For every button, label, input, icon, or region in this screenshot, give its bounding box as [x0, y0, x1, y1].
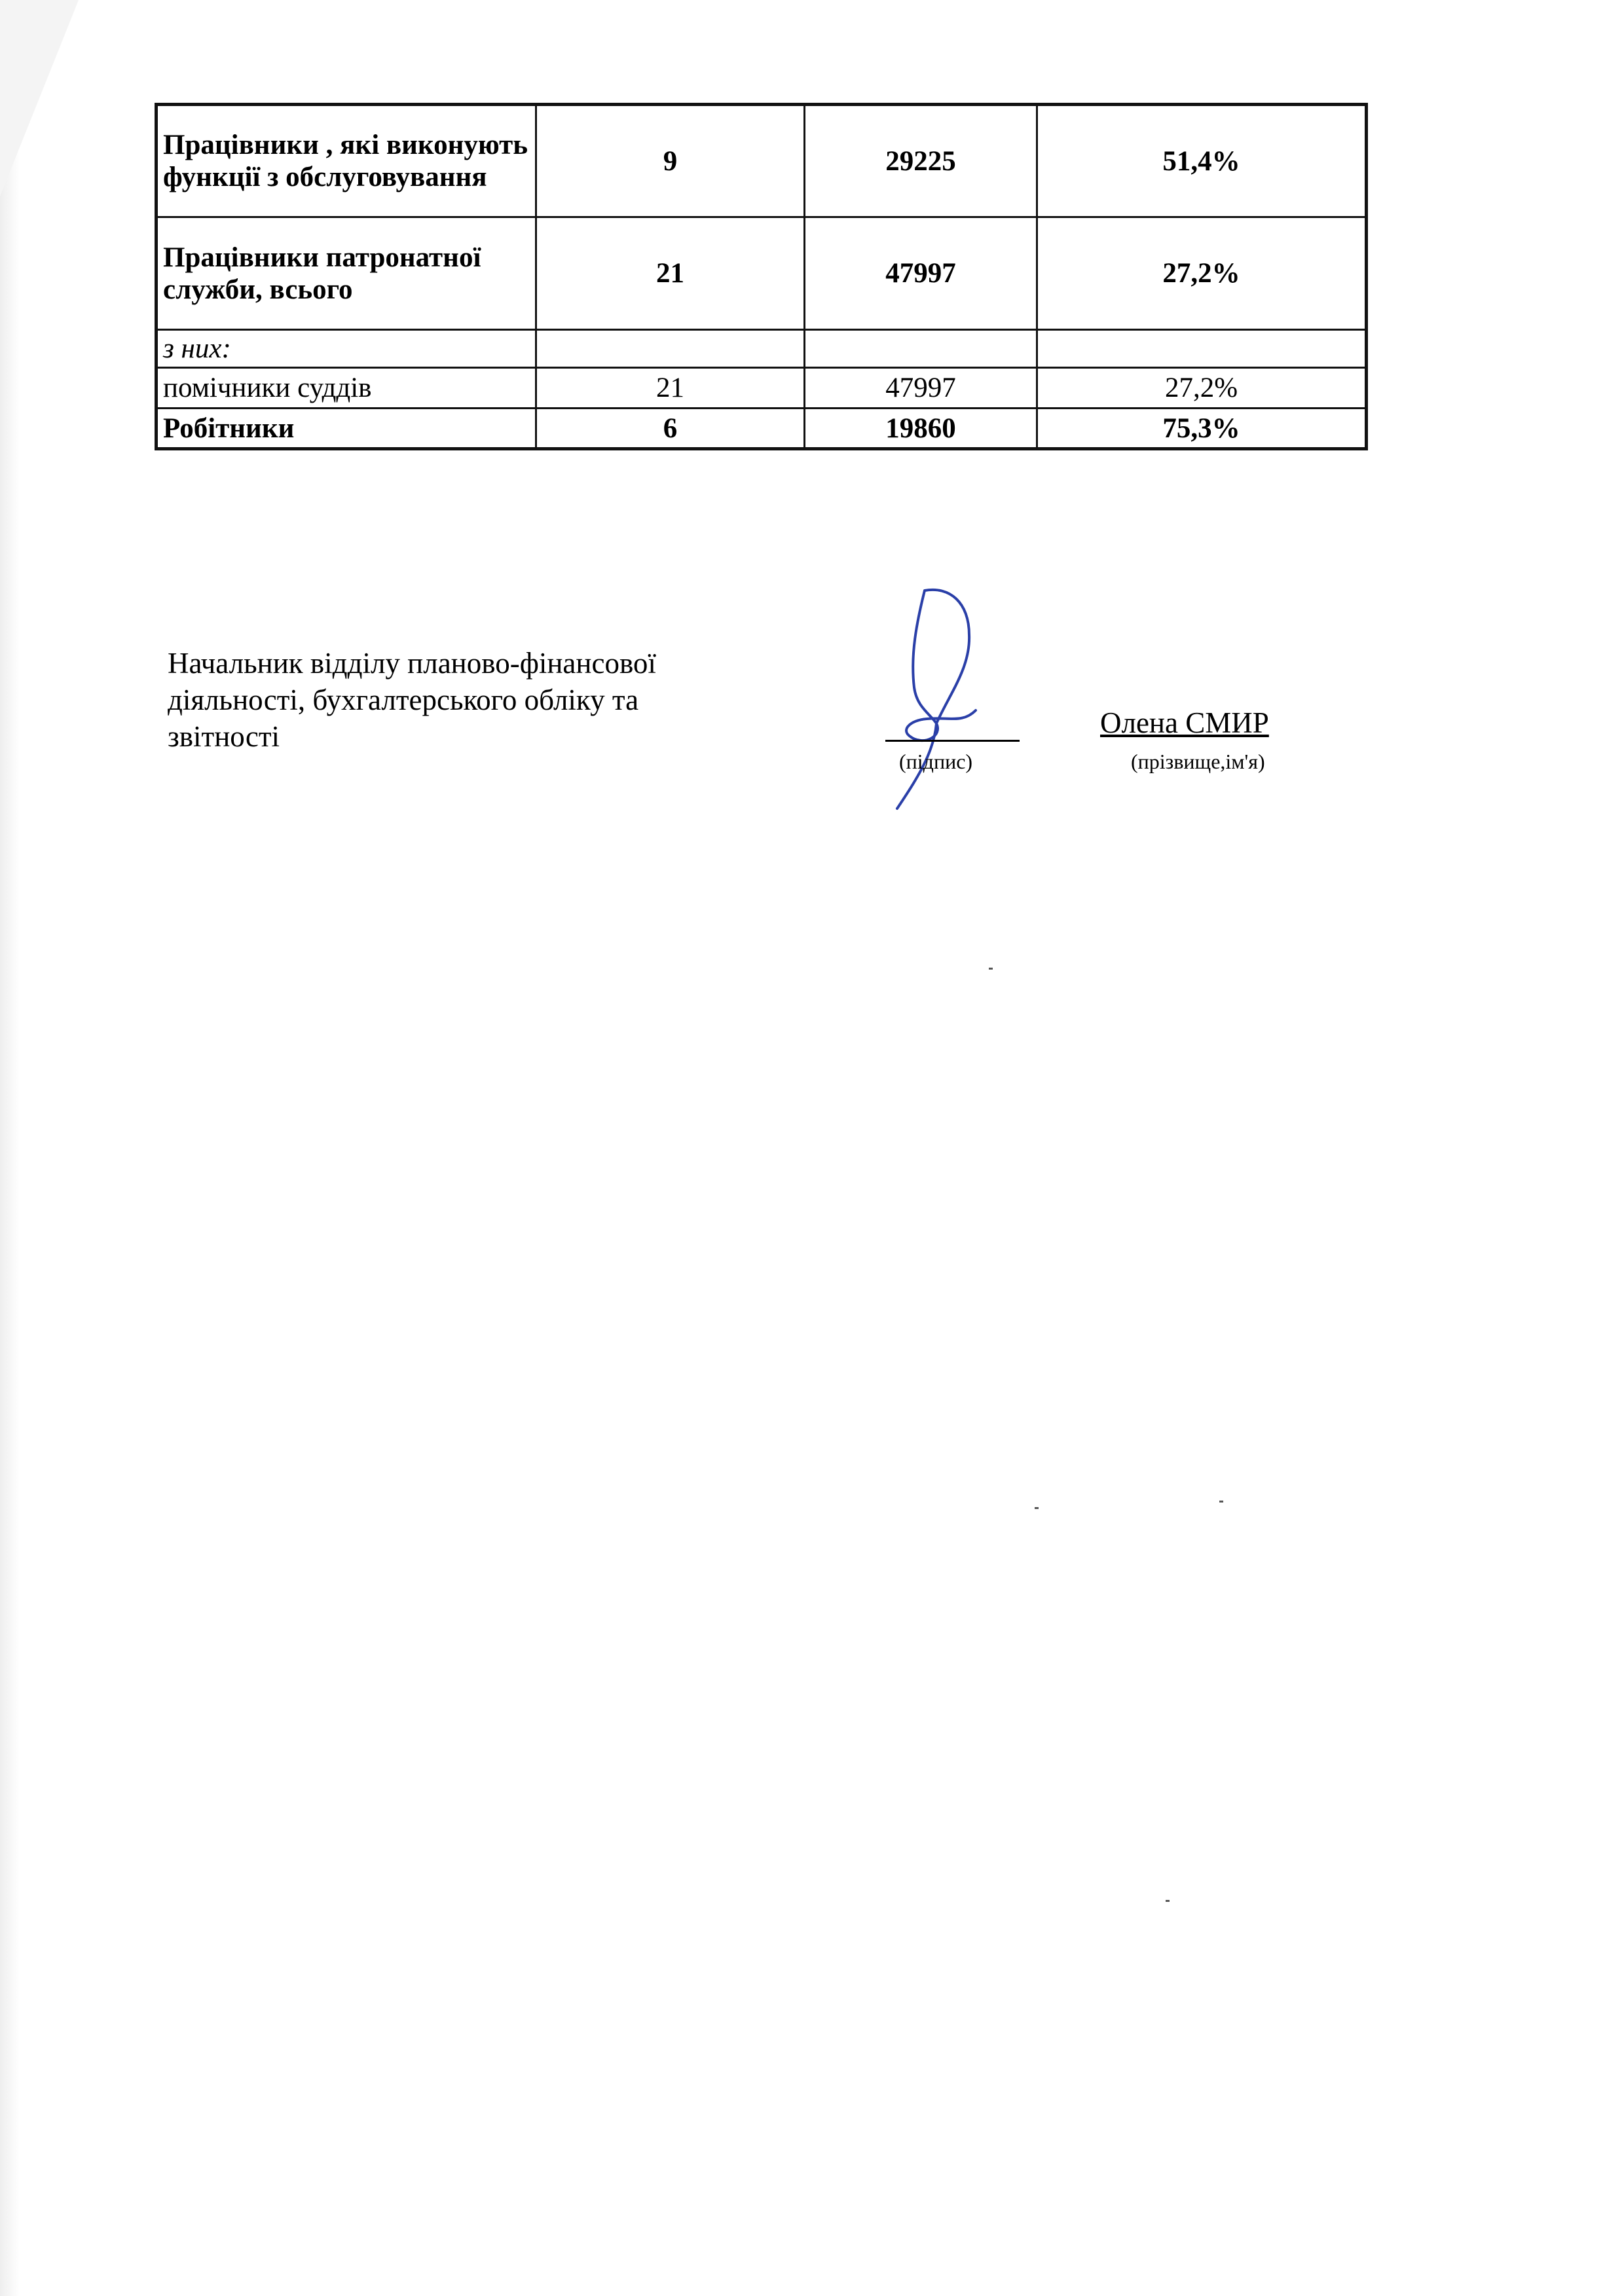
row-percent: 27,2% — [1037, 368, 1367, 409]
row-salary — [805, 330, 1037, 368]
signer-position-title: Начальник відділу планово-фінансової діяльності, бухгалтерського обліку та звітності — [168, 647, 656, 753]
row-label: Робітники — [157, 409, 536, 449]
row-count — [536, 330, 805, 368]
row-count: 21 — [536, 368, 805, 409]
signer-name: Олена СМИР — [1100, 706, 1269, 739]
row-label: помічники суддів — [157, 368, 536, 409]
row-salary: 47997 — [805, 368, 1037, 409]
row-count: 9 — [536, 105, 805, 217]
row-percent: 75,3% — [1037, 409, 1367, 449]
scan-speck — [1166, 1900, 1170, 1902]
scan-speck — [1035, 1507, 1039, 1509]
table-row — [157, 217, 1367, 330]
table-row — [157, 105, 1367, 217]
signature-caption: (підпис) — [899, 750, 973, 773]
row-salary: 19860 — [805, 409, 1037, 449]
row-percent: 27,2% — [1037, 217, 1367, 330]
scan-speck — [1219, 1501, 1223, 1503]
table-row — [157, 330, 1367, 368]
row-salary: 29225 — [805, 105, 1037, 217]
scan-page-edge — [0, 98, 20, 2296]
staff-salary-table — [155, 103, 1368, 450]
row-count: 21 — [536, 217, 805, 330]
table-row — [157, 368, 1367, 409]
row-percent — [1037, 330, 1367, 368]
name-caption: (прізвище,ім'я) — [1131, 750, 1265, 773]
row-count: 6 — [536, 409, 805, 449]
table-row — [157, 409, 1367, 449]
scan-speck — [989, 968, 993, 970]
handwritten-signature — [871, 583, 1002, 818]
signature-line — [885, 740, 1020, 742]
row-salary: 47997 — [805, 217, 1037, 330]
row-label: Працівники патронатної служби, всього — [157, 217, 536, 330]
folded-corner — [0, 0, 79, 196]
row-label: Працівники , які виконують функції з обслуговування — [157, 105, 536, 217]
row-label: з них: — [157, 330, 536, 368]
row-percent: 51,4% — [1037, 105, 1367, 217]
